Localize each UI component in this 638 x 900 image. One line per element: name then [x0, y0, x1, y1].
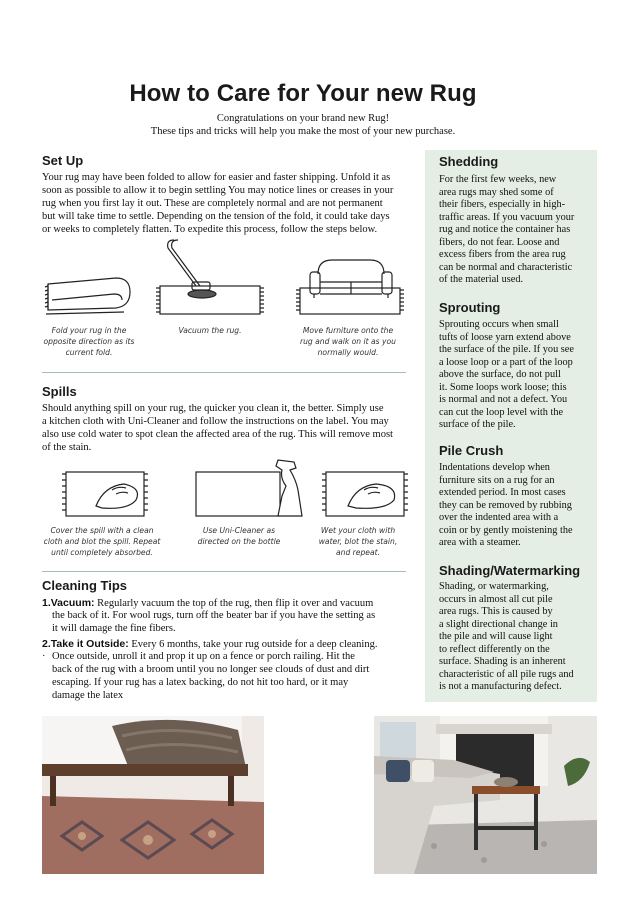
setup-line-4: but will take time to settle. Depending on the tension of the fold, it could take days	[42, 211, 390, 222]
spray-bottle-illustration	[192, 456, 308, 520]
spills-line-2: a kitchen cloth with Uni-Cleaner and follow the instructions on the label. You may	[42, 416, 389, 427]
spills-line-3: also use cold water to spot clean the affected area of the rug. This will remove most	[42, 429, 393, 440]
cleaning-tip-1: 1.Vacuum: Regularly vacuum the top of the rug, then flip it over and vacuum	[42, 597, 374, 609]
setup-line-3: rug when you first lay it out. These are completely normal and are not permanent	[42, 198, 383, 209]
setup-line-2: soon as possible to allow it to begin settling You may notice lines or creases in your	[42, 185, 394, 196]
cleaning-tip-2: 2.Take it Outside: Every 6 months, take your rug outside for a deep cleaning.	[42, 638, 378, 650]
blot-cloth-illustration	[58, 468, 150, 520]
pile-crush-text: Indentations develop when furniture sits on a rug for an extended period. In most cases they can be removed by rubbing over the indented area with a coin or by gently moistening the area with a steamer.	[439, 462, 573, 548]
tip-2-label: 2.Take it Outside:	[42, 638, 129, 650]
folded-rug-illustration	[44, 270, 136, 320]
shedding-text: For the first few weeks, new area rugs may shed some of their fibers, especially in high- traffic areas. If you vacuum your rug and notice the container has fibers, do not fear. Loose and excess fibers from the area rug can be normal and characteristic of the material used.	[439, 174, 575, 285]
spills-caption-2: Use Uni-Cleaner as directed on the bottle	[197, 526, 281, 546]
shading-text: Shading, or watermarking, occurs in almost all cut pile area rugs. This is caused by a slight directional change in the pile and will cause light to reflect differently on the surface. Shading is an inherent characteristic of all pile rugs and is not a manufacturing defect.	[439, 581, 574, 692]
bullet: ·	[42, 651, 46, 662]
vacuum-illustration	[152, 236, 270, 320]
sprouting-heading: Sprouting	[439, 300, 501, 315]
cleaning-tip-1-line-3: it will damage the fine fibers.	[52, 623, 176, 634]
cleaning-tip-1-line-2: the back of it. For wool rugs, turn off the beater bar if you have the setting as	[52, 610, 376, 621]
setup-line-5: or weeks to completely flatten. To expedite this process, follow the steps below.	[42, 224, 378, 235]
section-divider	[42, 372, 406, 373]
cleaning-tip-2-line-4: escaping. If your rug has a latex backing, do not hit too hard, or it may	[52, 677, 349, 688]
cleaning-tip-2-line-2: Once outside, unroll it and prop it up on a fence or porch railing. Hit the	[52, 651, 355, 662]
cleaning-heading: Cleaning Tips	[42, 578, 127, 593]
spills-heading: Spills	[42, 384, 77, 399]
rug-care-sidebar	[425, 150, 597, 702]
page-title: How to Care for Your new Rug	[129, 80, 477, 107]
subtitle-line-2: These tips and tricks will help you make the most of your new purchase.	[150, 126, 456, 137]
setup-caption-1: Fold your rug in the opposite direction as its current fold.	[43, 326, 135, 357]
spills-line-4: of the stain.	[42, 442, 92, 453]
wet-cloth-illustration	[318, 468, 410, 520]
setup-caption-3: Move furniture onto the rug and walk on it as you normally would.	[299, 326, 396, 357]
tip-1-label: 1.Vacuum:	[42, 597, 95, 609]
spills-caption-3: Wet your cloth with water, blot the stain, and repeat.	[318, 526, 398, 557]
cleaning-tip-2-line-3: back of the rug with a broom until you no longer see clouds of dust and dirt	[52, 664, 370, 675]
cleaning-tip-2-line-5: damage the latex	[52, 690, 124, 701]
setup-line-1: Your rug may have been folded to allow for easier and faster shipping. Unfold it as	[42, 172, 391, 183]
sprouting-text: Sprouting occurs when small tufts of loose yarn extend above the surface of the pile. If you see a loose loop or a part of the loop above the surface, do not pull it. Some loops work loose; this is normal and not a defect. You can cut the loop level with the surface of the pile.	[439, 319, 574, 430]
subtitle-line-1: Congratulations on your brand new Rug!	[216, 113, 390, 124]
spills-line-1: Should anything spill on your rug, the quicker you clean it, the better. Simply use	[42, 403, 384, 414]
setup-heading: Set Up	[42, 153, 84, 168]
pile-crush-heading: Pile Crush	[439, 443, 504, 458]
setup-caption-2: Vacuum the rug.	[178, 326, 242, 335]
section-divider	[42, 571, 406, 572]
bedroom-rug-photo	[42, 716, 264, 874]
shedding-heading: Shedding	[439, 154, 499, 169]
spills-caption-1: Cover the spill with a clean cloth and blot the spill. Repeat until completely absorbed.	[43, 526, 161, 557]
sofa-on-rug-illustration	[292, 252, 408, 320]
shading-heading: Shading/Watermarking	[439, 563, 581, 578]
living-room-rug-photo	[374, 716, 597, 874]
